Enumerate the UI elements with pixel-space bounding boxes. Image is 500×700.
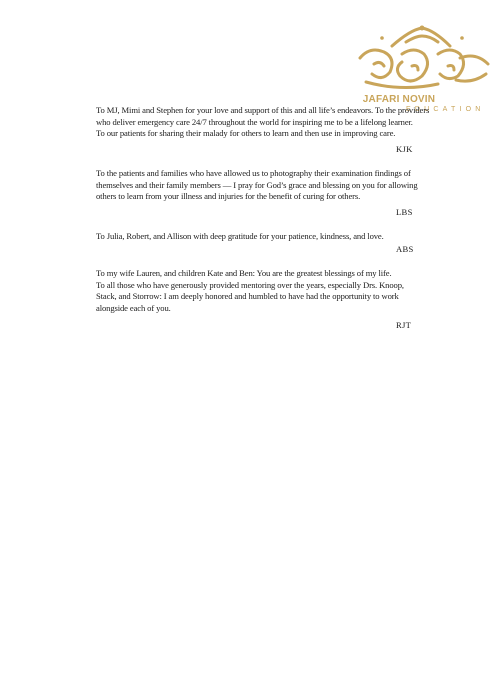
dedication-line: To our patients for sharing their malady for others to learn and then use in improving care. xyxy=(96,128,396,139)
dedication-line: To the patients and families who have allowed us to photography their examination findings of xyxy=(96,168,411,178)
dedication-paragraph xyxy=(96,105,430,140)
dedication-paragraph xyxy=(96,231,416,243)
dedication-line: alongside each of you. xyxy=(96,303,171,314)
dedication-line: To Julia, Robert, and Allison with deep gratitude for your patience, kindness, and love. xyxy=(96,231,384,241)
dedication-line: To MJ, Mimi and Stephen for your love and support of this and all life’s endeavors. To the providers xyxy=(96,105,430,115)
dedication-line: who deliver emergency care 24/7 throughout the world for inspiring me to be a lifelong learner. xyxy=(96,116,413,127)
logo-emblem-icon xyxy=(352,24,492,96)
dedication-initials: ABS xyxy=(396,244,414,254)
dedication-line: To all those who have generously provided mentoring over the years, especially Drs. Knoop, xyxy=(96,279,404,290)
dedication-initials: KJK xyxy=(396,144,413,154)
logo-name-text: JAFARI NOVIN xyxy=(362,94,436,105)
dedication-line: others to learn from your illness and injuries for the benefit of curing for others. xyxy=(96,191,361,202)
dedication-paragraph xyxy=(96,168,416,203)
dedication-initials: LBS xyxy=(396,207,413,217)
dedication-line: Stack, and Storrow: I am deeply honored and humbled to have had the opportunity to work xyxy=(96,291,399,302)
logo-subtitle-text: EDUCATION xyxy=(406,106,485,113)
dedication-line: themselves and their family members — I pray for God’s grace and blessing on you for allowing xyxy=(96,179,418,190)
dedication-paragraph xyxy=(96,268,416,315)
dedication-initials: RJT xyxy=(396,320,412,330)
dedication-line: To my wife Lauren, and children Kate and Ben: You are the greatest blessings of my life. xyxy=(96,268,392,278)
